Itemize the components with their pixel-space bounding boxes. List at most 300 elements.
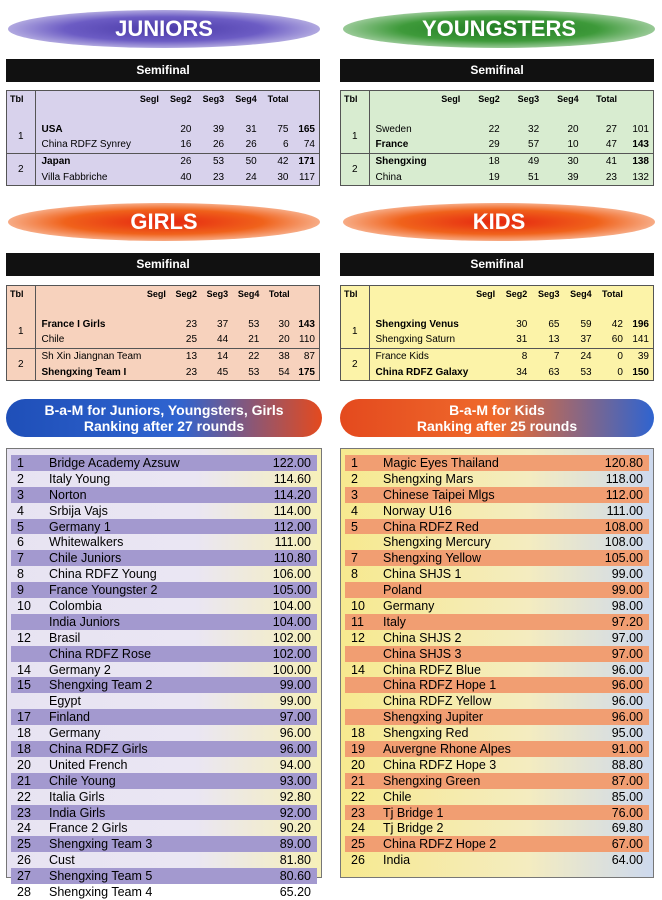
- segment-score: 51: [528, 171, 540, 183]
- segment-score: 23: [605, 171, 617, 183]
- team-name: Chile Young: [49, 773, 116, 788]
- rank-number: 15: [17, 678, 31, 693]
- team-name: Chile: [383, 789, 412, 804]
- ranking-row: [11, 550, 317, 566]
- ranking-score: 96.00: [611, 662, 643, 677]
- segment-score: 45: [217, 366, 229, 378]
- match-row: [341, 364, 653, 380]
- segment-score: 39: [212, 123, 225, 135]
- segment-score: 0: [596, 348, 627, 364]
- team-name: China SHJS 2: [383, 630, 462, 645]
- total-score: 101: [632, 123, 649, 135]
- girls-semifinal-bar: Semifinal: [6, 253, 320, 276]
- ranking-row: [345, 487, 649, 503]
- column-header: SegI: [441, 94, 461, 104]
- ranking-score: 81.80: [279, 853, 311, 868]
- ranking-score: 112.00: [605, 487, 643, 502]
- rank-number: 5: [17, 519, 24, 534]
- team-name: China RDFZ Galaxy: [375, 366, 469, 378]
- segment-score: 54: [278, 366, 290, 378]
- team-name: France: [375, 139, 409, 151]
- team-name: France Youngster 2: [49, 583, 158, 598]
- team-name: China RDFZ Blue: [383, 662, 481, 677]
- ranking-row: [345, 693, 649, 709]
- segment-score: 26: [163, 153, 196, 169]
- rank-number: 8: [351, 567, 358, 582]
- team-name: France 2 Girls: [49, 821, 128, 836]
- rank-number: 9: [17, 583, 24, 598]
- segment-score: 20: [567, 123, 579, 135]
- ranking-row: [345, 582, 649, 598]
- segment-score: 7: [531, 348, 563, 364]
- ranking-row: [11, 836, 317, 852]
- total-score: 110: [299, 334, 315, 346]
- rank-number: 6: [17, 535, 24, 550]
- total-score: 132: [632, 171, 649, 183]
- team-name: Chinese Taipei Mlgs: [383, 487, 495, 502]
- rank-number: 22: [17, 789, 31, 804]
- segment-score: 53: [248, 366, 260, 378]
- ranking-score: 94.00: [279, 757, 311, 772]
- ranking-score: 97.00: [279, 710, 311, 725]
- rank-number: 25: [17, 837, 31, 852]
- table-number: 1: [341, 316, 369, 348]
- team-name: Tj Bridge 2: [383, 821, 444, 836]
- ranking-score: 92.00: [279, 805, 311, 820]
- team-name: Shengxing: [369, 153, 464, 169]
- ranking-row: [11, 503, 317, 519]
- youngsters-semifinal-bar: Semifinal: [340, 59, 654, 82]
- team-name: Shengxing Green: [383, 773, 481, 788]
- column-header: Seg4: [557, 94, 579, 104]
- segment-score: 47: [605, 139, 617, 151]
- column-header: Seg2: [175, 289, 198, 299]
- segment-score: 42: [611, 318, 623, 330]
- youngsters-semifinal-table: [340, 90, 654, 186]
- segment-score: 38: [263, 348, 293, 364]
- total-score: 141: [632, 334, 649, 346]
- rank-number: 14: [17, 662, 31, 677]
- ranking-score: 99.00: [611, 583, 643, 598]
- ranking-score: 67.00: [611, 837, 643, 852]
- ranking-row: [11, 487, 317, 503]
- table-number: 2: [341, 153, 369, 185]
- team-name: Shengxing Team 2: [49, 678, 153, 693]
- ranking-row: [345, 471, 649, 487]
- team-name: Shengxing Jupiter: [383, 710, 484, 725]
- total-score: 171: [293, 153, 320, 169]
- ranking-score: 118.00: [605, 471, 643, 486]
- table-number: 1: [341, 121, 369, 153]
- ranking-score: 88.80: [611, 757, 643, 772]
- team-name: China SHJS 3: [383, 646, 462, 661]
- segment-score: 27: [605, 123, 617, 135]
- team-name: Shengxing Team I: [41, 366, 127, 378]
- team-name: Finland: [49, 710, 90, 725]
- kids-title: KIDS: [343, 203, 655, 241]
- table-number: 2: [341, 348, 369, 380]
- match-row: [341, 348, 653, 364]
- column-header: Total: [268, 289, 290, 299]
- column-header: Total: [596, 94, 617, 104]
- match-row: [7, 316, 319, 332]
- team-name: Brasil: [49, 630, 81, 645]
- team-name: Germany 1: [49, 519, 111, 534]
- ranking-row: [345, 852, 649, 868]
- ranking-score: 114.60: [273, 471, 311, 486]
- team-name: Shengxing Mars: [383, 471, 474, 486]
- rank-number: 20: [351, 757, 365, 772]
- ranking-score: 96.00: [279, 741, 311, 756]
- ranking-row: [11, 534, 317, 550]
- match-row: [341, 121, 653, 137]
- segment-score: 42: [261, 153, 293, 169]
- rank-number: 8: [17, 567, 24, 582]
- ranking-row: [11, 677, 317, 693]
- total-score: 150: [632, 366, 649, 378]
- table-number: 1: [7, 121, 35, 153]
- team-name: Shengxing Team 3: [49, 837, 153, 852]
- match-row: [341, 169, 653, 185]
- column-header: Tbl: [341, 91, 369, 109]
- column-header: Seg3: [537, 289, 560, 299]
- segment-score: 13: [170, 348, 201, 364]
- ranking-score: 85.00: [611, 789, 643, 804]
- segment-score: 53: [248, 318, 260, 330]
- total-score: 175: [298, 366, 315, 378]
- segment-score: 30: [543, 153, 582, 169]
- match-row: [7, 348, 319, 364]
- segment-score: 60: [611, 334, 623, 346]
- ranking-score: 102.00: [272, 630, 311, 645]
- team-name: China RDFZ Young: [49, 567, 157, 582]
- rank-number: 23: [17, 805, 31, 820]
- ranking-score: 96.00: [611, 678, 643, 693]
- team-name: China SHJS 1: [383, 567, 462, 582]
- segment-score: 24: [245, 171, 257, 183]
- bam-kids-heading: B-a-M for Kids: [449, 402, 545, 418]
- rank-number: 11: [351, 614, 364, 629]
- segment-score: 59: [580, 318, 592, 330]
- rank-number: 26: [17, 853, 31, 868]
- ranking-row: [345, 455, 649, 471]
- ranking-score: 97.00: [611, 646, 643, 661]
- ranking-row: [11, 471, 317, 487]
- ranking-row: [11, 662, 317, 678]
- column-header: Seg3: [206, 289, 229, 299]
- segment-score: 39: [567, 171, 579, 183]
- ranking-row: [11, 630, 317, 646]
- segment-score: 75: [277, 123, 289, 135]
- match-row: [7, 121, 319, 137]
- team-name: Auvergne Rhone Alpes: [383, 741, 511, 756]
- ranking-row: [11, 582, 317, 598]
- bam-juniors-banner: [6, 399, 322, 437]
- juniors-title: JUNIORS: [8, 10, 320, 48]
- bam-kids-subheading: Ranking after 25 rounds: [416, 418, 578, 434]
- ranking-row: [345, 630, 649, 646]
- ranking-row: [11, 566, 317, 582]
- ranking-score: 80.60: [279, 869, 311, 884]
- total-score: 196: [632, 318, 649, 330]
- segment-score: 41: [583, 153, 621, 169]
- segment-score: 24: [563, 348, 595, 364]
- ranking-row: [345, 725, 649, 741]
- ranking-row: [345, 805, 649, 821]
- segment-score: 22: [488, 123, 500, 135]
- match-row: [7, 332, 319, 348]
- ranking-row: [345, 534, 649, 550]
- team-name: Colombia: [49, 598, 102, 613]
- team-name: Srbija Vajs: [49, 503, 108, 518]
- ranking-score: 122.00: [272, 455, 311, 470]
- ranking-score: 111.00: [606, 503, 643, 518]
- rank-number: 2: [17, 471, 24, 486]
- column-header: Tbl: [7, 91, 35, 109]
- youngsters-title: YOUNGSTERS: [343, 10, 655, 48]
- ranking-score: 100.00: [272, 662, 311, 677]
- bam-juniors-subheading: Ranking after 27 rounds: [83, 418, 245, 434]
- rank-number: 3: [17, 487, 24, 502]
- rank-number: 22: [351, 789, 365, 804]
- ranking-row: [11, 789, 317, 805]
- ranking-row: [345, 773, 649, 789]
- ranking-row: [11, 709, 317, 725]
- team-name: Villa Fabbriche: [41, 171, 108, 183]
- column-header: SegI: [476, 289, 496, 299]
- ranking-score: 65.20: [279, 884, 311, 899]
- ranking-score: 97.20: [611, 614, 643, 629]
- ranking-row: [11, 693, 317, 709]
- rank-number: 12: [17, 630, 31, 645]
- rank-number: 14: [351, 662, 365, 677]
- total-score: 165: [298, 123, 315, 135]
- ranking-score: 92.80: [279, 789, 311, 804]
- bam-juniors-ranking-list: [6, 448, 322, 899]
- ranking-score: 110.80: [273, 551, 311, 566]
- rank-number: 26: [351, 853, 365, 868]
- segment-score: 23: [185, 366, 198, 378]
- team-name: China RDFZ Yellow: [383, 694, 492, 709]
- ranking-row: [11, 455, 317, 471]
- team-name: India Juniors: [49, 614, 120, 629]
- team-name: Norway U16: [383, 503, 452, 518]
- segment-score: 44: [217, 334, 229, 346]
- team-name: Germany: [383, 598, 435, 613]
- ranking-row: [345, 646, 649, 662]
- rank-number: 1: [17, 455, 24, 470]
- segment-score: 30: [277, 171, 289, 183]
- total-score: 138: [621, 153, 653, 169]
- rank-number: 17: [17, 710, 31, 725]
- ranking-score: 99.00: [611, 567, 643, 582]
- match-row: [7, 137, 319, 153]
- ranking-row: [345, 836, 649, 852]
- ranking-score: 95.00: [611, 726, 643, 741]
- ranking-score: 120.80: [604, 455, 643, 470]
- team-name: France I Girls: [41, 318, 106, 330]
- rank-number: 5: [351, 519, 358, 534]
- rank-number: 2: [351, 471, 358, 486]
- segment-score: 30: [278, 318, 290, 330]
- rank-number: 28: [17, 884, 31, 899]
- ranking-row: [345, 614, 649, 630]
- ranking-row: [11, 519, 317, 535]
- ranking-row: [345, 519, 649, 535]
- ranking-score: 114.20: [273, 487, 311, 502]
- team-name: France Kids: [369, 348, 499, 364]
- juniors-semifinal-bar: Semifinal: [6, 59, 320, 82]
- ranking-score: 108.00: [604, 535, 643, 550]
- ranking-row: [345, 566, 649, 582]
- rank-number: 3: [351, 487, 358, 502]
- team-name: China: [375, 171, 402, 183]
- ranking-row: [11, 820, 317, 836]
- table-number: 1: [7, 316, 35, 348]
- team-name: Shengxing Mercury: [383, 535, 491, 550]
- segment-score: 21: [248, 334, 260, 346]
- team-name: USA: [41, 123, 63, 135]
- team-name: China RDFZ Hope 2: [383, 837, 497, 852]
- segment-score: 19: [488, 171, 500, 183]
- rank-number: 4: [17, 503, 24, 518]
- ranking-row: [11, 884, 317, 900]
- ranking-row: [345, 598, 649, 614]
- ranking-row: [345, 741, 649, 757]
- segment-score: 53: [195, 153, 228, 169]
- segment-score: 30: [516, 318, 528, 330]
- rank-number: 10: [351, 598, 365, 613]
- ranking-row: [345, 757, 649, 773]
- ranking-score: 90.20: [279, 821, 311, 836]
- ranking-row: [345, 677, 649, 693]
- segment-score: 13: [548, 334, 560, 346]
- team-name: Shengxing Red: [383, 726, 469, 741]
- team-name: Norton: [49, 487, 87, 502]
- column-header: Seg2: [478, 94, 500, 104]
- match-row: [341, 137, 653, 153]
- segment-score: 23: [185, 318, 198, 330]
- ranking-row: [345, 503, 649, 519]
- segment-score: 32: [528, 123, 540, 135]
- table-number: 2: [7, 348, 35, 380]
- ranking-score: 108.00: [604, 519, 643, 534]
- ranking-row: [11, 725, 317, 741]
- team-name: Shengxing Team 4: [49, 884, 153, 899]
- column-header: Seg3: [202, 94, 225, 104]
- rank-number: 24: [17, 821, 31, 836]
- ranking-score: 111.00: [274, 535, 311, 550]
- bam-kids-banner: [340, 399, 654, 437]
- team-name: China RDFZ Rose: [49, 646, 152, 661]
- rank-number: 18: [351, 726, 365, 741]
- team-name: Shengxing Venus: [375, 318, 459, 330]
- team-name: Egypt: [49, 694, 81, 709]
- ranking-row: [11, 852, 317, 868]
- rank-number: 12: [351, 630, 365, 645]
- total-score: 117: [299, 171, 315, 183]
- segment-score: 20: [278, 334, 290, 346]
- girls-title: GIRLS: [8, 203, 320, 241]
- ranking-score: 105.00: [604, 551, 643, 566]
- team-name: Italy: [383, 614, 406, 629]
- juniors-semifinal-table: [6, 90, 320, 186]
- segment-score: 0: [617, 366, 623, 378]
- ranking-row: [345, 789, 649, 805]
- total-score: 143: [632, 139, 649, 151]
- total-score: 87: [294, 348, 319, 364]
- match-row: [7, 169, 319, 185]
- girls-semifinal-table: [6, 285, 320, 381]
- column-header: Total: [267, 94, 289, 104]
- ranking-row: [11, 868, 317, 884]
- team-name: Tj Bridge 1: [383, 805, 444, 820]
- team-name: China RDFZ Synrey: [41, 139, 131, 151]
- ranking-row: [11, 773, 317, 789]
- ranking-row: [345, 709, 649, 725]
- team-name: China RDFZ Hope 3: [383, 757, 497, 772]
- segment-score: 16: [180, 139, 192, 151]
- ranking-score: 76.00: [611, 805, 643, 820]
- column-header: Seg2: [169, 94, 192, 104]
- team-name: Japan: [35, 153, 163, 169]
- column-header: SegI: [139, 94, 159, 104]
- ranking-row: [11, 757, 317, 773]
- column-header: SegI: [146, 289, 166, 299]
- kids-semifinal-bar: Semifinal: [340, 253, 654, 276]
- rank-number: 23: [351, 805, 365, 820]
- bam-kids-ranking-list: [340, 448, 654, 878]
- segment-score: 49: [504, 153, 543, 169]
- column-header: Seg3: [517, 94, 540, 104]
- team-name: Italy Young: [49, 471, 111, 486]
- segment-score: 23: [212, 171, 225, 183]
- segment-score: 50: [228, 153, 261, 169]
- ranking-score: 97.00: [611, 630, 643, 645]
- ranking-score: 96.00: [611, 694, 643, 709]
- column-header: Seg2: [505, 289, 528, 299]
- rank-number: 7: [351, 551, 358, 566]
- ranking-score: 96.00: [279, 726, 311, 741]
- segment-score: 31: [516, 334, 528, 346]
- rank-number: 10: [17, 598, 31, 613]
- ranking-row: [11, 646, 317, 662]
- match-row: [341, 316, 653, 332]
- total-score: 74: [303, 139, 315, 151]
- ranking-score: 99.00: [279, 678, 311, 693]
- total-score: 143: [298, 318, 315, 330]
- column-header: Seg4: [235, 94, 257, 104]
- segment-score: 53: [580, 366, 592, 378]
- ranking-row: [11, 598, 317, 614]
- ranking-score: 99.00: [279, 694, 311, 709]
- segment-score: 14: [201, 348, 232, 364]
- ranking-score: 91.00: [611, 741, 643, 756]
- bam-juniors-heading: B-a-M for Juniors, Youngsters, Girls: [44, 402, 284, 418]
- segment-score: 37: [580, 334, 592, 346]
- team-name: Sweden: [375, 123, 412, 135]
- team-name: Chile: [41, 334, 65, 346]
- ranking-score: 93.00: [279, 773, 311, 788]
- rank-number: 27: [17, 869, 31, 884]
- team-name: China RDFZ Red: [383, 519, 479, 534]
- rank-number: 18: [17, 726, 31, 741]
- match-row: [7, 153, 319, 169]
- ranking-row: [11, 614, 317, 630]
- team-name: Shengxing Saturn: [375, 334, 456, 346]
- rank-number: 1: [351, 455, 358, 470]
- ranking-score: 104.00: [272, 614, 311, 629]
